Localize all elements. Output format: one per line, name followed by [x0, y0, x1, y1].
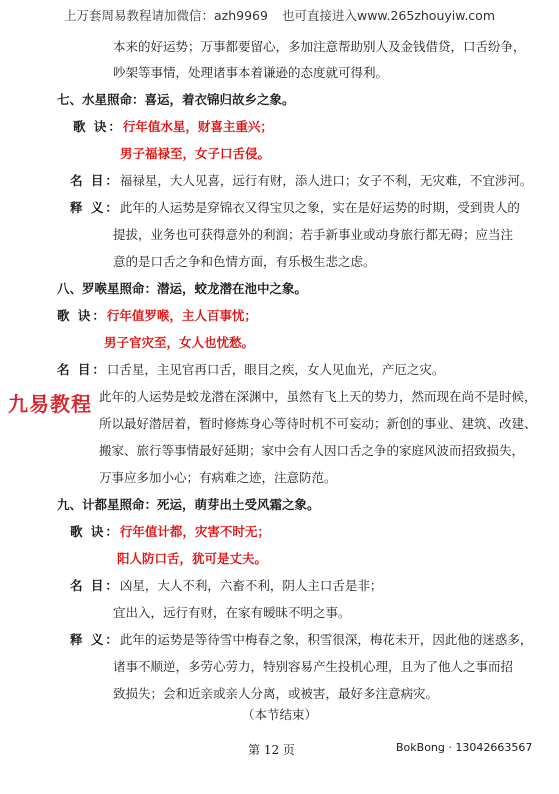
verse-label: 歌 诀：	[70, 524, 120, 539]
s9-ming-row	[70, 578, 382, 594]
contact-info: BokBong · 13042663567	[396, 741, 533, 754]
verse-label: 歌 诀：	[57, 308, 107, 323]
yi-text: 此年的运势是等待雪中梅春之象，积雪很深，梅花未开，因此他的迷惑多，	[119, 632, 533, 647]
ming-label: 名 目：	[70, 173, 120, 188]
paragraph-line: 意的是口舌之争和色情方面，有乐极生悲之虑。	[113, 254, 376, 269]
paragraph-line: 本来的好运势；万事都要留心，多加注意帮助别人及金钱借贷，口舌纷争，	[113, 39, 526, 54]
header-website-text: 也可直接进入www.265zhouyiw.com	[281, 8, 495, 23]
s8-ming-row	[57, 362, 444, 378]
paragraph-line: 宜出入，远行有财，在家有暧昧不明之事。	[113, 605, 351, 620]
section-9-title: 九、计都星照命：死运，萌芽出土受风霜之象。	[57, 497, 320, 512]
yi-text: 此年的人运势是穿锦衣又得宝贝之象，实在是好运势的时期，受到贵人的	[119, 200, 520, 215]
paragraph-line: 所以最好潜居着，暂时修炼身心等待时机不可妄动；新创的事业、建筑、改建、	[99, 416, 537, 431]
s9-verse-row	[70, 524, 270, 540]
page-header	[0, 6, 559, 24]
yi-label: 释 义：	[70, 200, 120, 215]
verse-label: 歌 诀：	[73, 119, 123, 134]
s7-ming-row	[70, 173, 532, 189]
s8-verse-row	[57, 308, 257, 324]
verse-line: 行年值水星，财喜主重兴；	[122, 119, 273, 134]
paragraph-line: 诸事不顺逆，多劳心劳力，特别容易产生投机心理，且为了他人之事而招	[113, 659, 514, 674]
ming-text: 福禄星，大人见喜，远行有财，添人进口；女子不利，无灾难，不宜涉河。	[119, 173, 533, 188]
ming-text: 口舌星，主见官再口舌，眼目之疾，女人见血光，产厄之灾。	[106, 362, 445, 377]
ming-text: 凶星，大人不利，六畜不利，阴人主口舌是非；	[119, 578, 383, 593]
verse-line: 阳人防口舌，犹可是丈夫。	[117, 551, 268, 566]
ming-label: 名 目：	[57, 362, 107, 377]
paragraph-line: 万事应多加小心；有病难之迹，注意防范。	[99, 470, 337, 485]
paragraph-line: 此年的人运势是蛟龙潜在深渊中，虽然有飞上天的势力，然而现在尚不是时候，	[99, 389, 537, 404]
paragraph-line: 搬家、旅行等事情最好延期；家中会有人因口舌之争的家庭风波而招致损失，	[99, 443, 525, 458]
paragraph-line: 吵架等事情，处理诸事本着谦逊的态度就可得利。	[113, 65, 389, 80]
s7-yi-row	[70, 200, 520, 216]
page-number: 第 12 页	[248, 743, 295, 757]
yi-label: 释 义：	[70, 632, 120, 647]
section-8-title: 八、罗喉星照命：潜运，蛟龙潜在池中之象。	[57, 281, 308, 296]
s7-verse-row	[73, 119, 273, 135]
section-end-note: （本节结束）	[241, 707, 317, 722]
verse-line: 行年值罗喉，主人百事忧；	[106, 308, 257, 323]
verse-line: 男子福禄至，女子口舌侵。	[120, 146, 271, 161]
verse-line: 男子官灾至，女人也忧愁。	[104, 335, 255, 350]
ming-label: 名 目：	[70, 578, 120, 593]
verse-line: 行年值计都，灾害不时无；	[119, 524, 270, 539]
s9-yi-row	[70, 632, 532, 648]
paragraph-line: 提拔，业务也可获得意外的利润；若手新事业或动身旅行都无碍；应当注	[113, 227, 514, 242]
paragraph-line: 致损失；会和近亲或亲人分离，或被害，最好多注意病灾。	[113, 686, 439, 701]
header-wechat-text: 上万套周易教程请加微信：azh9969	[64, 8, 268, 23]
section-7-title: 七、水星照命：喜运，着衣锦归故乡之象。	[57, 92, 295, 107]
watermark-logo: 九易教程	[8, 392, 92, 416]
